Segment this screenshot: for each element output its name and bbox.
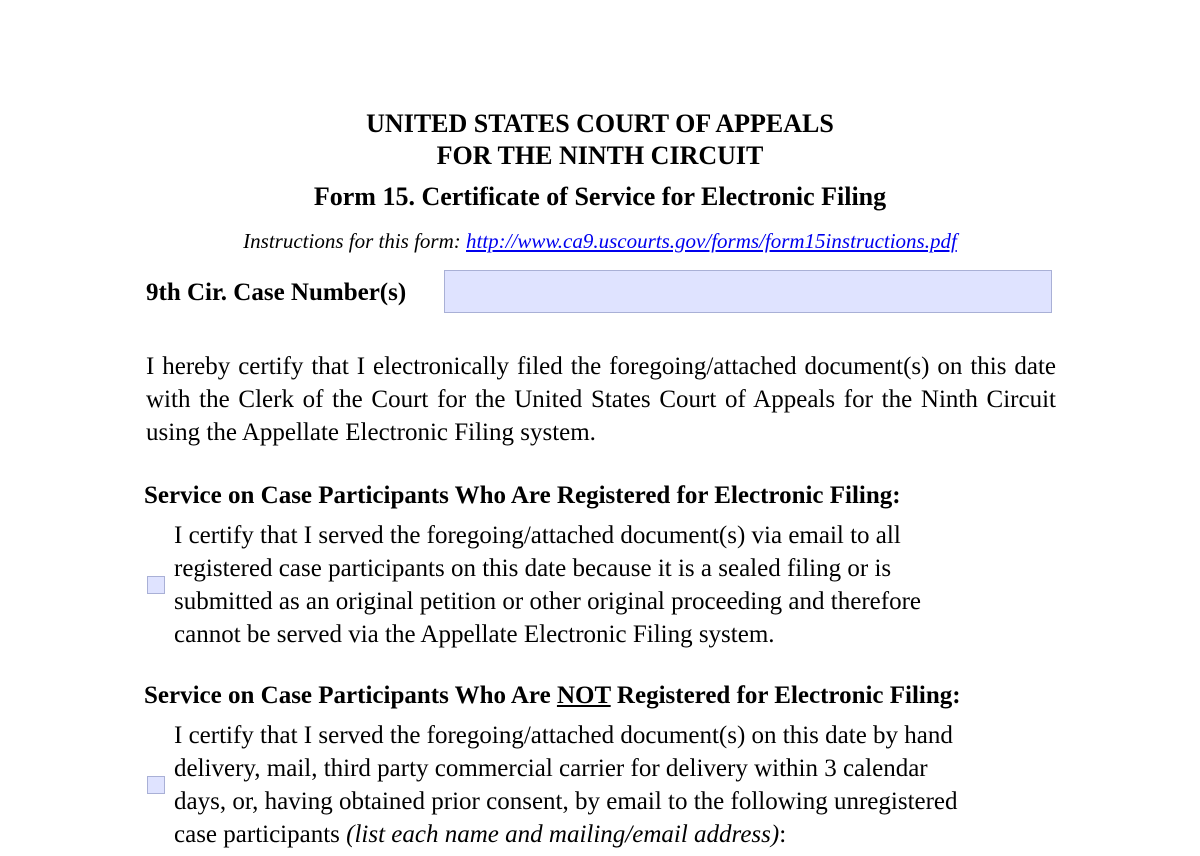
registered-text-line: registered case participants on this date because it is a sealed filing or is xyxy=(174,555,892,582)
unregistered-text-line: delivery, mail, third party commercial carrier for delivery within 3 calendar xyxy=(174,755,928,782)
unregistered-last-prefix: case participants xyxy=(174,821,347,848)
unregistered-service-checkbox[interactable] xyxy=(147,776,165,794)
registered-service-text xyxy=(174,519,1054,651)
instructions-link[interactable]: http://www.ca9.uscourts.gov/forms/form15instructions.pdf xyxy=(466,229,957,253)
court-name-line-2: FOR THE NINTH CIRCUIT xyxy=(436,141,764,170)
unregistered-text-line: I certify that I served the foregoing/attached document(s) on this date by hand xyxy=(174,722,953,749)
unregistered-heading-suffix: Registered for Electronic Filing: xyxy=(610,682,961,709)
instructions-prefix: Instructions for this form: xyxy=(243,229,467,253)
list-instructions-italic: (list each name and mailing/email address) xyxy=(346,821,780,848)
certification-paragraph: I hereby certify that I electronically filed the foregoing/attached document(s) on this date with the Clerk of the Court for the United States Court of Appeals for the Ninth Circuit using the Appellate Electronic Filing system. xyxy=(146,353,1056,446)
unregistered-section-heading xyxy=(144,681,961,711)
registered-text-line: I certify that I served the foregoing/attached document(s) via email to all xyxy=(174,522,901,549)
case-number-label: 9th Cir. Case Number(s) xyxy=(146,279,407,306)
unregistered-service-text xyxy=(174,719,1054,851)
court-name-line-1: UNITED STATES COURT OF APPEALS xyxy=(366,109,834,138)
unregistered-heading-not: NOT xyxy=(556,682,611,709)
registered-text-line: cannot be served via the Appellate Electronic Filing system. xyxy=(174,621,775,648)
registered-section-heading: Service on Case Participants Who Are Registered for Electronic Filing: xyxy=(144,482,901,509)
unregistered-text-line: days, or, having obtained prior consent, by email to the following unregistered xyxy=(174,788,958,815)
unregistered-text-last-line xyxy=(174,818,1054,851)
instructions-line xyxy=(0,228,1200,254)
unregistered-last-suffix: : xyxy=(779,821,787,848)
case-number-input[interactable] xyxy=(444,270,1052,313)
registered-service-checkbox[interactable] xyxy=(147,576,165,594)
unregistered-heading-prefix: Service on Case Participants Who Are xyxy=(144,682,557,709)
form-title: Form 15. Certificate of Service for Electronic Filing xyxy=(313,182,887,211)
registered-text-line: submitted as an original petition or other original proceeding and therefore xyxy=(174,588,921,615)
